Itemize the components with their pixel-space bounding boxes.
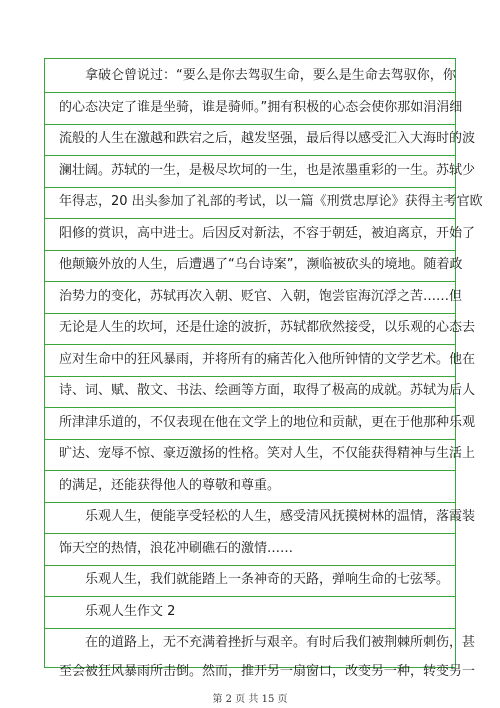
rule-line bbox=[45, 439, 455, 440]
text-line-5: 年得志，20 出头参加了礼部的考试，以一篇《刑赏忠厚论》获得主考官欧 bbox=[59, 194, 483, 209]
text-line-4: 澜壮阔。苏轼的一生，是极尽坎坷的一生，也是浓墨重彩的一生。苏轼少 bbox=[59, 163, 476, 178]
section-heading: 乐观人生作文 2 bbox=[85, 604, 176, 619]
rule-line bbox=[45, 533, 455, 534]
text-line-1: 拿破仑曾说过：“要么是你去驾驭生命，要么是生命去驾驭你，你 bbox=[85, 68, 456, 83]
text-line-12: 所津津乐道的，不仅表现在他在文学上的地位和贡献，更在于他那种乐观 bbox=[59, 415, 476, 430]
text-line-13: 旷达、宠辱不惊、豪迈激扬的性格。笑对人生，不仅能获得精神与生活上 bbox=[59, 446, 476, 461]
text-line-2: 的心态决定了谁是坐骑，谁是骑师。”拥有积极的心态会使你那如涓涓细 bbox=[59, 100, 463, 115]
rule-line bbox=[45, 407, 455, 408]
rule-line bbox=[45, 281, 455, 282]
text-line-10: 应对生命中的狂风暴雨，并将所有的痛苦化入他所钟情的文学艺术。他在 bbox=[59, 352, 476, 367]
text-line-3: 流般的人生在激越和跌宕之后，越发坚强，最后得以感受汇入大海时的波 bbox=[59, 131, 476, 146]
ruled-text-frame bbox=[44, 58, 483, 679]
rule-line bbox=[45, 92, 455, 93]
rule-line bbox=[45, 596, 455, 597]
rule-line bbox=[45, 124, 455, 125]
text-line-20: 至会被狂风暴雨所击倒。然而，推开另一扇窗口，改变另一种，转变另一 bbox=[59, 664, 476, 679]
rule-line bbox=[45, 565, 455, 566]
text-line-11: 诗、词、赋、散文、书法、绘画等方面，取得了极高的成就。苏轼为后人 bbox=[59, 383, 476, 398]
rule-line bbox=[45, 250, 455, 251]
text-line-8: 治势力的变化，苏轼再次入朝、贬官、入朝，饱尝宦海沉浮之苦……但 bbox=[59, 289, 463, 304]
rule-line bbox=[45, 218, 455, 219]
text-line-7: 他颠簸外放的人生，后遭遇了“乌台诗案”，濒临被砍头的境地。随着政 bbox=[59, 257, 463, 272]
text-line-19: 在的道路上，无不充满着挫折与艰辛。有时后我们被荆棘所刺伤，甚 bbox=[85, 635, 476, 650]
rule-line bbox=[45, 155, 455, 156]
rule-line bbox=[45, 502, 455, 503]
rule-line bbox=[45, 344, 455, 345]
text-line-16: 饰天空的热情，浪花冲刷礁石的激情…… bbox=[59, 541, 294, 556]
rule-line bbox=[45, 628, 455, 629]
rule-line bbox=[45, 470, 455, 471]
text-line-15: 乐观人生，便能享受轻松的人生，感受清风抚摸树林的温情，落霞装 bbox=[85, 509, 476, 524]
text-line-6: 阳修的赏识，高中进士。后因反对新法，不容于朝廷，被迫离京，开始了 bbox=[59, 226, 476, 241]
text-line-14: 的满足，还能获得他人的尊敬和尊重。 bbox=[59, 478, 281, 493]
text-line-9: 无论是人生的坎坷，还是仕途的波折，苏轼都欣然接受，以乐观的心态去 bbox=[59, 320, 476, 335]
page-number-footer: 第 2 页 共 15 页 bbox=[212, 694, 288, 705]
text-line-17: 乐观人生，我们就能踏上一条神奇的天路，弹响生命的七弦琴。 bbox=[85, 572, 450, 587]
rule-line bbox=[45, 187, 455, 188]
rule-line bbox=[45, 313, 455, 314]
rule-line bbox=[45, 376, 455, 377]
